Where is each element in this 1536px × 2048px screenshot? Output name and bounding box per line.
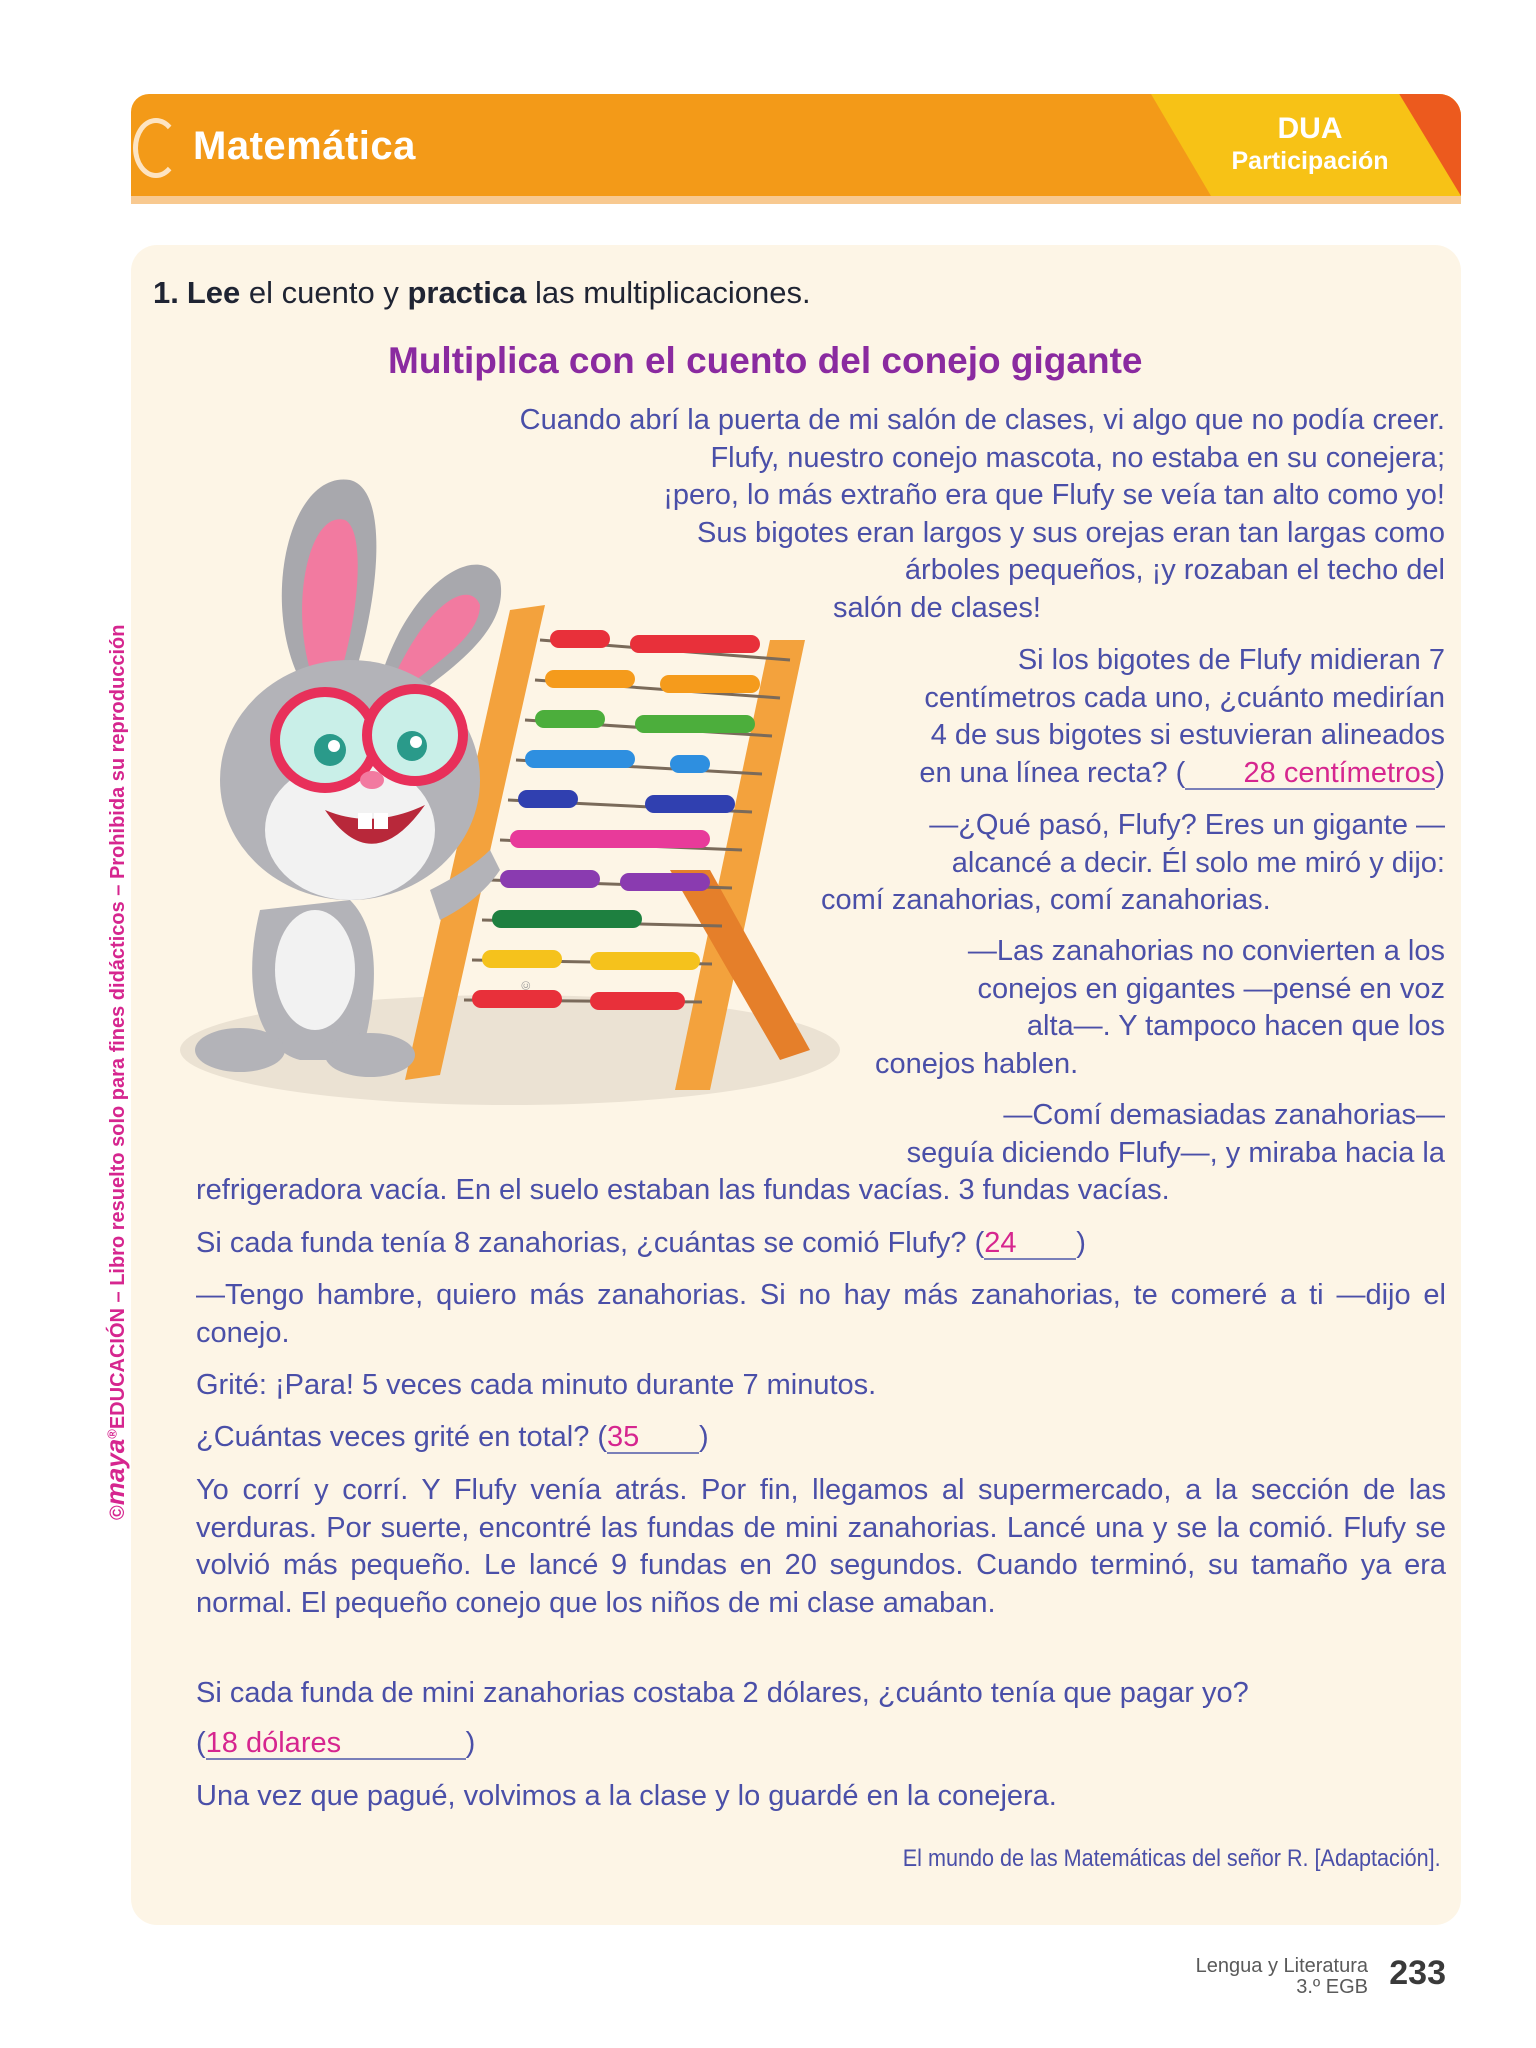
q3-suffix: ) — [699, 1421, 709, 1453]
story-paragraph-1c — [520, 477, 1445, 515]
q2-answer: 24 — [984, 1228, 1076, 1260]
dua-badge-title: DUA — [1277, 112, 1343, 145]
question-4-answer-line — [196, 1725, 796, 1763]
c-logo-icon — [133, 118, 179, 178]
brand-logo-text: maya — [100, 1438, 130, 1506]
story-title: Multiplica con el cuento del conejo gigante — [388, 340, 1143, 381]
footer-book: Lengua y Literatura — [1195, 1955, 1368, 1977]
instruction-text-2: las multiplicaciones. — [526, 275, 811, 310]
p1-line-4: Sus bigotes eran largos y sus orejas eran tan largas como — [697, 517, 1445, 549]
question-3 — [196, 1419, 1446, 1457]
activity-number: 1. — [153, 275, 179, 310]
question-4-text: Si cada funda de mini zanahorias costaba 2 dólares, ¿cuánto tenía que pagar yo? — [196, 1677, 1249, 1709]
story-paragraph-4-end — [196, 1172, 1446, 1210]
p3-line-2: conejos en gigantes —pensé en voz — [977, 972, 1445, 1005]
copyright-symbol: © — [107, 1505, 129, 1520]
subject-banner — [131, 94, 1461, 204]
subject-title: Matemática — [193, 124, 416, 168]
activity-instruction — [153, 275, 811, 311]
p3-line-1: —Las zanahorias no convierten a los — [967, 935, 1445, 967]
question-1 — [815, 642, 1445, 792]
q4-answer: 18 dólares — [206, 1728, 466, 1760]
story-paragraph-2 — [813, 807, 1445, 920]
story-source: El mundo de las Matemáticas del señor R. [Adaptación]. — [903, 1845, 1441, 1872]
instruction-text-1: el cuento y — [240, 275, 408, 310]
q2-prefix: Si cada funda tenía 8 zanahorias, ¿cuántas se comió Flufy? ( — [196, 1227, 985, 1259]
p1-line-5: árboles pequeños, ¡y rozaban el techo del — [904, 554, 1445, 586]
q1-suffix: ) — [1435, 756, 1445, 789]
p1-line-6: salón de clases! — [833, 592, 1041, 624]
story-paragraph-5: —Tengo hambre, quiero más zanahorias. Si no hay más zanahorias, te comeré a ti —dijo el conejo. — [196, 1279, 1446, 1349]
svg-text:©: © — [519, 981, 533, 990]
story-paragraph-3 — [847, 933, 1445, 1083]
question-2 — [196, 1225, 1446, 1263]
p1-line-2: Flufy, nuestro conejo mascota, no estaba en su conejera; — [710, 442, 1445, 474]
q1-line-1: Si los bigotes de Flufy midieran 7 — [1017, 644, 1445, 676]
q1-line-2: centímetros cada uno, ¿cuánto medirían — [924, 681, 1445, 714]
p4-line-2: seguía diciendo Flufy—, y miraba hacia la — [906, 1136, 1445, 1169]
p3-line-4: conejos hablen. — [875, 1047, 1079, 1080]
instruction-verb-read: Lee — [186, 275, 241, 310]
story-paragraph-8: Una vez que pagué, volvimos a la clase y lo guardé en la conejera. — [196, 1780, 1057, 1812]
story-paragraph-1 — [318, 402, 1445, 440]
credit-text: EDUCACIÓN – Libro resuelto solo para fines didácticos – Prohibida su reproducción — [107, 624, 129, 1430]
dua-badge — [1200, 112, 1420, 176]
q1-answer: 28 centímetros — [1185, 758, 1435, 790]
q2-suffix: ) — [1076, 1227, 1086, 1259]
q1-line-4 — [815, 755, 1445, 793]
story-paragraph-6: Grité: ¡Para! 5 veces cada minuto durante 7 minutos. — [196, 1369, 877, 1401]
p2-line-3: comí zanahorias, comí zanahorias. — [821, 884, 1271, 916]
page-number: 233 — [1389, 1954, 1446, 1992]
dua-badge-subtitle: Participación — [1231, 147, 1389, 175]
p1-line-1: Cuando abrí la puerta de mi salón de clases, vi algo que no podía creer. — [519, 404, 1445, 436]
q1-prefix: en una línea recta? ( — [919, 756, 1186, 789]
footer-grade: 3.º EGB — [1296, 1976, 1368, 1998]
p3-line-3: alta—. Y tampoco hacen que los — [1026, 1010, 1445, 1042]
story-paragraph-1b — [510, 440, 1445, 478]
q4-prefix: ( — [196, 1727, 206, 1759]
banner-stripe — [131, 196, 1461, 204]
p1-line-3: ¡pero, lo más extraño era que Flufy se veía tan alto como yo! — [663, 479, 1445, 511]
footer-book-info — [1196, 1956, 1368, 1998]
q3-answer: 35 — [607, 1422, 699, 1454]
story-paragraph-4 — [795, 1097, 1445, 1172]
q3-prefix: ¿Cuántas veces grité en total? ( — [196, 1421, 608, 1453]
story-paragraph-1f — [833, 590, 1233, 628]
story-paragraph-1d — [524, 515, 1445, 553]
q4-suffix: ) — [465, 1727, 476, 1759]
instruction-verb-practice: practica — [407, 275, 527, 310]
p2-line-1: —¿Qué pasó, Flufy? Eres un gigante — — [929, 809, 1445, 841]
p2-line-2: alcancé a decir. Él solo me miró y dijo: — [951, 846, 1445, 879]
story-paragraph-7: Yo corrí y corrí. Y Flufy venía atrás. Por fin, llegamos al supermercado, a la sección de las verduras. Por suerte, encontré las fundas de mini zanahorias. Lancé una y se la comió. Flufy se volvió más pequeño. Le lancé 9 fundas en 20 segundos. Cuando terminó, su tamaño ya era normal. El pequeño conejo que los niños de mi clase amaban. — [196, 1474, 1446, 1619]
registered-symbol: ® — [104, 1429, 120, 1439]
side-copyright-credit — [100, 625, 131, 1520]
story-paragraph-1e — [760, 552, 1445, 590]
p4-line-1: —Comí demasiadas zanahorias— — [1003, 1099, 1445, 1131]
p4-line-3: refrigeradora vacía. En el suelo estaban las fundas vacías. 3 fundas vacías. — [196, 1174, 1170, 1206]
q1-line-3: 4 de sus bigotes si estuvieran alineados — [930, 719, 1445, 751]
